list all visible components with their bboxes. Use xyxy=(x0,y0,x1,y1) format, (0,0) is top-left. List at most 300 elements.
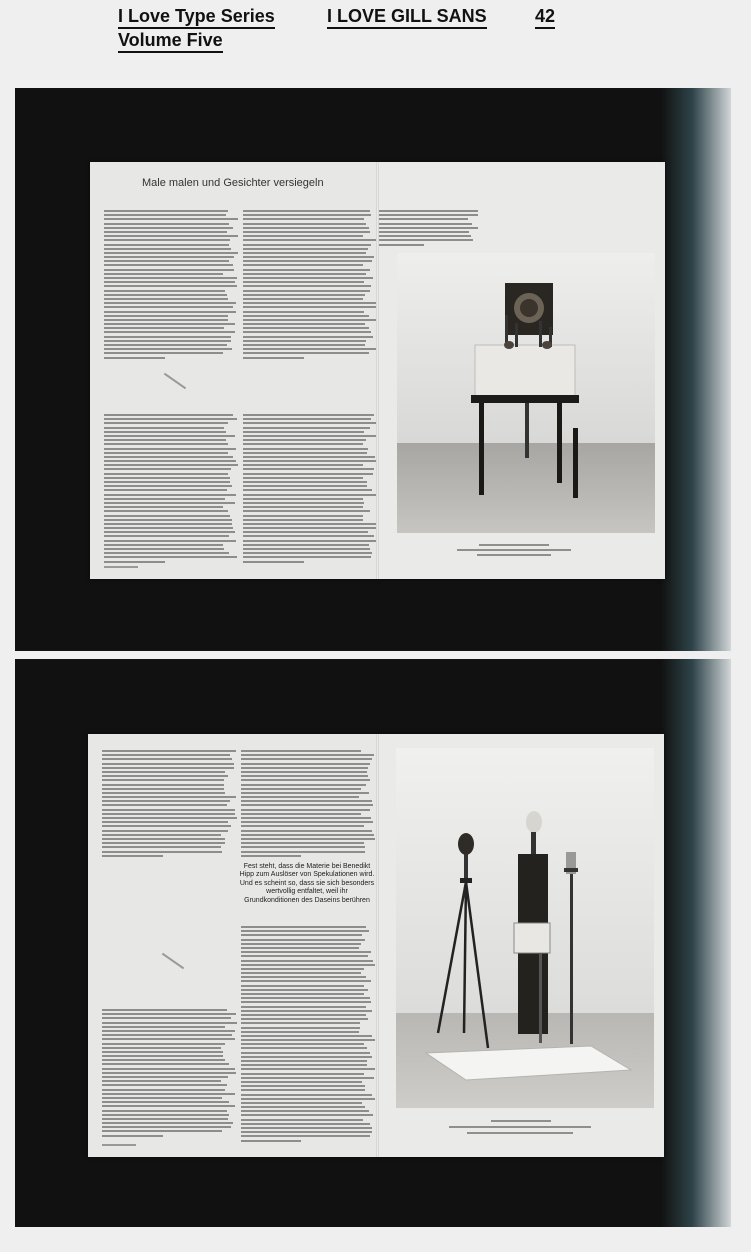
text-line xyxy=(243,544,369,546)
text-line xyxy=(379,231,469,233)
text-line xyxy=(241,1081,362,1083)
text-line xyxy=(102,809,235,811)
text-line xyxy=(102,804,227,806)
text-line xyxy=(243,344,365,346)
text-line xyxy=(241,1014,366,1016)
text-line xyxy=(104,311,236,313)
text-line xyxy=(241,1098,375,1100)
text-line xyxy=(102,1047,221,1049)
text-line xyxy=(243,506,363,508)
text-line xyxy=(243,281,364,283)
text-line xyxy=(241,997,370,999)
text-line xyxy=(241,804,373,806)
text-line xyxy=(102,750,236,752)
text-line xyxy=(241,1131,372,1133)
text-line xyxy=(102,1051,223,1053)
text-line xyxy=(243,357,304,359)
photo-panel-top xyxy=(15,88,731,651)
text-line xyxy=(104,427,224,429)
folio xyxy=(102,1144,136,1146)
text-line xyxy=(243,510,370,512)
text-line xyxy=(102,800,230,802)
text-line xyxy=(104,210,228,212)
text-line xyxy=(243,327,369,329)
text-line xyxy=(241,817,371,819)
text-line xyxy=(243,302,377,304)
text-line xyxy=(104,452,228,454)
text-line xyxy=(104,506,223,508)
text-line xyxy=(243,422,376,424)
text-line xyxy=(102,1026,225,1028)
text-line xyxy=(102,1093,235,1095)
text-line xyxy=(241,1052,370,1054)
text-line xyxy=(241,1010,372,1012)
text-line xyxy=(241,800,372,802)
text-line xyxy=(104,235,238,237)
caption-line xyxy=(449,1126,591,1128)
text-line xyxy=(104,252,238,254)
text-line xyxy=(241,1068,375,1070)
text-line xyxy=(379,235,471,237)
text-line xyxy=(243,269,370,271)
text-line xyxy=(102,1055,223,1057)
text-line xyxy=(104,527,233,529)
text-line xyxy=(102,1034,232,1036)
tripod-sculpture-image xyxy=(396,748,654,1108)
text-line xyxy=(102,1030,235,1032)
edge-glow xyxy=(661,88,731,651)
text-line xyxy=(241,771,367,773)
text-line xyxy=(243,290,370,292)
text-line xyxy=(102,1122,233,1124)
text-line xyxy=(104,515,230,517)
text-line xyxy=(102,1038,235,1040)
series-label: I Love Type Series xyxy=(118,6,275,29)
text-line xyxy=(104,294,227,296)
text-line xyxy=(243,319,377,321)
text-line xyxy=(102,1072,236,1074)
text-line xyxy=(102,1059,225,1061)
text-column xyxy=(104,210,239,361)
text-line xyxy=(243,414,374,416)
text-line xyxy=(102,763,234,765)
text-line xyxy=(243,418,371,420)
text-line xyxy=(104,485,232,487)
text-line xyxy=(102,842,225,844)
text-line xyxy=(241,754,374,756)
text-line xyxy=(241,758,372,760)
text-line xyxy=(379,244,424,246)
text-line xyxy=(243,210,370,212)
text-line xyxy=(241,851,365,853)
text-line xyxy=(241,934,362,936)
text-line xyxy=(243,481,367,483)
pull-quote: Fest steht, dass die Materie bei Benedikt Hipp zum Auslöser von Spekulationen wird. Und es scheint so, dass sie sich besonders wertvollig entfaltet, weil ihr Grundkonditionen des Daseins berühren xyxy=(239,863,375,904)
text-line xyxy=(104,244,229,246)
text-line xyxy=(102,1089,225,1091)
text-line xyxy=(241,1110,369,1112)
text-line xyxy=(102,796,236,798)
text-line xyxy=(102,1130,222,1132)
text-line xyxy=(241,993,364,995)
text-line xyxy=(243,460,376,462)
text-line xyxy=(241,968,364,970)
text-line xyxy=(104,277,237,279)
text-line xyxy=(241,779,370,781)
text-column xyxy=(102,1009,237,1139)
text-line xyxy=(241,834,374,836)
text-line xyxy=(243,523,377,525)
text-line xyxy=(243,489,372,491)
text-line xyxy=(102,1101,229,1103)
text-line xyxy=(243,552,372,554)
text-line xyxy=(379,223,472,225)
text-line xyxy=(241,825,364,827)
text-line xyxy=(243,285,371,287)
text-column xyxy=(243,414,378,565)
text-line xyxy=(104,218,238,220)
text-line xyxy=(104,273,223,275)
text-line xyxy=(243,519,363,521)
caption-line xyxy=(477,554,551,556)
text-line xyxy=(241,989,368,991)
text-line xyxy=(104,422,228,424)
text-line xyxy=(241,838,375,840)
text-line xyxy=(102,851,222,853)
text-line xyxy=(104,336,231,338)
text-line xyxy=(102,1076,228,1078)
folio xyxy=(104,566,138,568)
text-line xyxy=(241,1085,365,1087)
text-line xyxy=(241,951,371,953)
text-line xyxy=(243,527,376,529)
text-line xyxy=(241,792,369,794)
text-line xyxy=(241,1064,367,1066)
text-line xyxy=(243,294,365,296)
text-line xyxy=(241,763,370,765)
text-line xyxy=(102,775,228,777)
text-line xyxy=(241,775,368,777)
caption-line xyxy=(467,1132,573,1134)
text-line xyxy=(379,210,478,212)
text-line xyxy=(104,414,233,416)
text-line xyxy=(243,427,370,429)
text-line xyxy=(243,311,364,313)
text-line xyxy=(243,448,368,450)
text-column xyxy=(102,750,237,859)
left-page xyxy=(88,734,378,1157)
text-line xyxy=(241,1022,360,1024)
text-line xyxy=(104,340,231,342)
right-page xyxy=(379,734,664,1157)
text-line xyxy=(104,256,234,258)
text-line xyxy=(241,1127,372,1129)
text-line xyxy=(104,331,235,333)
magazine-spread-bottom xyxy=(88,734,664,1157)
text-line xyxy=(241,1060,367,1062)
text-line xyxy=(241,955,368,957)
text-line xyxy=(241,750,361,752)
text-line xyxy=(243,306,378,308)
text-line xyxy=(243,323,365,325)
text-line xyxy=(102,792,225,794)
text-line xyxy=(241,813,361,815)
text-line xyxy=(102,1118,228,1120)
text-line xyxy=(104,435,235,437)
text-line xyxy=(243,468,374,470)
text-line xyxy=(243,218,364,220)
text-line xyxy=(102,1022,237,1024)
text-line xyxy=(104,352,223,354)
text-line xyxy=(379,218,468,220)
text-line xyxy=(241,830,372,832)
text-line xyxy=(243,340,366,342)
text-line xyxy=(243,515,363,517)
text-line xyxy=(241,1123,370,1125)
caption-line xyxy=(491,1120,551,1122)
text-line xyxy=(243,331,371,333)
text-line xyxy=(102,846,221,848)
right-page xyxy=(379,162,665,579)
text-line xyxy=(104,231,227,233)
text-line xyxy=(243,473,373,475)
text-line xyxy=(241,1027,360,1029)
text-line xyxy=(102,754,230,756)
text-line xyxy=(241,809,370,811)
text-line xyxy=(243,452,367,454)
left-page xyxy=(90,162,378,579)
text-line xyxy=(104,473,228,475)
text-line xyxy=(241,788,361,790)
margin-note xyxy=(164,373,186,390)
caption-line xyxy=(457,549,571,551)
text-line xyxy=(243,239,376,241)
text-line xyxy=(104,319,228,321)
text-line xyxy=(241,1102,362,1104)
text-line xyxy=(102,1013,236,1015)
text-line xyxy=(241,1018,368,1020)
text-line xyxy=(102,1084,227,1086)
text-line xyxy=(102,758,232,760)
margin-note xyxy=(162,953,184,970)
text-line xyxy=(241,1047,367,1049)
text-line xyxy=(104,418,237,420)
text-line xyxy=(102,784,224,786)
text-column xyxy=(243,210,378,361)
text-line xyxy=(102,1110,227,1112)
text-line xyxy=(243,277,373,279)
text-line xyxy=(243,298,363,300)
text-line xyxy=(104,552,229,554)
text-line xyxy=(104,302,236,304)
text-line xyxy=(243,252,366,254)
text-line xyxy=(243,435,376,437)
text-line xyxy=(241,1035,372,1037)
text-line xyxy=(104,223,229,225)
text-line xyxy=(243,273,366,275)
volume-label: Volume Five xyxy=(118,30,223,53)
text-line xyxy=(104,540,236,542)
text-line xyxy=(241,985,364,987)
text-line xyxy=(243,248,368,250)
text-line xyxy=(243,256,374,258)
text-line xyxy=(104,264,233,266)
text-line xyxy=(243,348,378,350)
text-line xyxy=(104,323,235,325)
text-line xyxy=(243,498,363,500)
text-line xyxy=(241,1031,359,1033)
text-line xyxy=(241,947,359,949)
text-line xyxy=(102,767,234,769)
text-line xyxy=(243,439,366,441)
sculpture-photo xyxy=(397,253,655,533)
text-line xyxy=(241,930,369,932)
text-line xyxy=(104,448,236,450)
text-line xyxy=(104,281,235,283)
text-line xyxy=(104,523,232,525)
text-line xyxy=(241,943,361,945)
text-line xyxy=(379,214,478,216)
text-line xyxy=(104,544,223,546)
text-line xyxy=(102,1114,229,1116)
text-line xyxy=(102,855,163,857)
text-line xyxy=(241,855,301,857)
text-line xyxy=(243,464,363,466)
text-line xyxy=(104,481,230,483)
text-line xyxy=(243,264,363,266)
text-line xyxy=(104,494,236,496)
text-line xyxy=(104,561,165,563)
text-line xyxy=(241,980,371,982)
text-line xyxy=(102,813,235,815)
text-line xyxy=(102,1126,231,1128)
text-line xyxy=(243,431,364,433)
text-line xyxy=(241,767,368,769)
text-line xyxy=(241,1056,372,1058)
page-header xyxy=(0,0,751,88)
text-line xyxy=(104,306,233,308)
text-line xyxy=(379,239,473,241)
photo-panel-bottom xyxy=(15,659,731,1227)
text-line xyxy=(102,1080,221,1082)
text-line xyxy=(241,1140,301,1142)
text-line xyxy=(104,535,229,537)
text-line xyxy=(104,348,232,350)
text-line xyxy=(102,1068,235,1070)
text-line xyxy=(102,1009,227,1011)
text-line xyxy=(102,830,228,832)
text-line xyxy=(104,344,227,346)
text-line xyxy=(241,1135,370,1137)
text-line xyxy=(104,439,226,441)
text-line xyxy=(102,821,228,823)
text-line xyxy=(104,531,235,533)
text-line xyxy=(241,1094,372,1096)
text-line xyxy=(243,260,372,262)
text-line xyxy=(243,231,370,233)
text-line xyxy=(243,214,371,216)
text-line xyxy=(104,357,165,359)
text-line xyxy=(241,976,366,978)
magazine-spread-top xyxy=(90,162,665,579)
text-line xyxy=(104,468,231,470)
text-line xyxy=(241,1073,364,1075)
text-line xyxy=(241,796,359,798)
text-line xyxy=(104,260,229,262)
text-column xyxy=(241,926,375,1144)
text-line xyxy=(104,227,233,229)
text-line xyxy=(241,939,365,941)
sculpture-photo xyxy=(396,748,654,1108)
text-line xyxy=(241,1001,371,1003)
text-line xyxy=(241,1039,375,1041)
text-line xyxy=(243,485,367,487)
text-line xyxy=(102,834,221,836)
text-line xyxy=(243,352,369,354)
page-number: 42 xyxy=(535,6,555,29)
text-line xyxy=(243,535,374,537)
edge-glow xyxy=(661,659,731,1227)
text-column xyxy=(104,414,239,565)
text-line xyxy=(241,1043,364,1045)
text-line xyxy=(104,214,226,216)
text-line xyxy=(104,460,236,462)
text-line xyxy=(241,960,373,962)
text-line xyxy=(104,464,238,466)
text-line xyxy=(104,269,234,271)
text-line xyxy=(241,1119,363,1121)
caption-line xyxy=(479,544,549,546)
text-line xyxy=(102,838,225,840)
text-line xyxy=(243,556,371,558)
text-line xyxy=(241,972,361,974)
text-line xyxy=(243,540,377,542)
text-line xyxy=(104,248,231,250)
text-line xyxy=(104,498,225,500)
text-line xyxy=(243,227,369,229)
text-line xyxy=(104,239,230,241)
text-line xyxy=(243,531,368,533)
text-line xyxy=(243,477,363,479)
text-line xyxy=(104,327,224,329)
text-line xyxy=(104,519,232,521)
text-line xyxy=(243,244,371,246)
text-line xyxy=(102,825,231,827)
text-line xyxy=(243,502,364,504)
text-line xyxy=(241,842,364,844)
text-line xyxy=(102,1017,231,1019)
text-line xyxy=(102,1043,225,1045)
text-line xyxy=(102,1105,235,1107)
text-line xyxy=(104,431,226,433)
text-line xyxy=(241,1077,374,1079)
text-line xyxy=(241,964,375,966)
text-line xyxy=(241,926,366,928)
text-line xyxy=(102,1063,229,1065)
text-line xyxy=(104,548,224,550)
text-line xyxy=(104,315,228,317)
text-line xyxy=(241,1106,365,1108)
text-line xyxy=(243,456,375,458)
text-line xyxy=(102,771,225,773)
article-title: Male malen und Gesichter versiegeln xyxy=(142,177,324,189)
text-line xyxy=(104,489,227,491)
text-line xyxy=(243,548,370,550)
text-line xyxy=(104,285,237,287)
book-title: I LOVE GILL SANS xyxy=(327,6,487,29)
text-column xyxy=(241,750,375,859)
text-line xyxy=(241,1006,366,1008)
